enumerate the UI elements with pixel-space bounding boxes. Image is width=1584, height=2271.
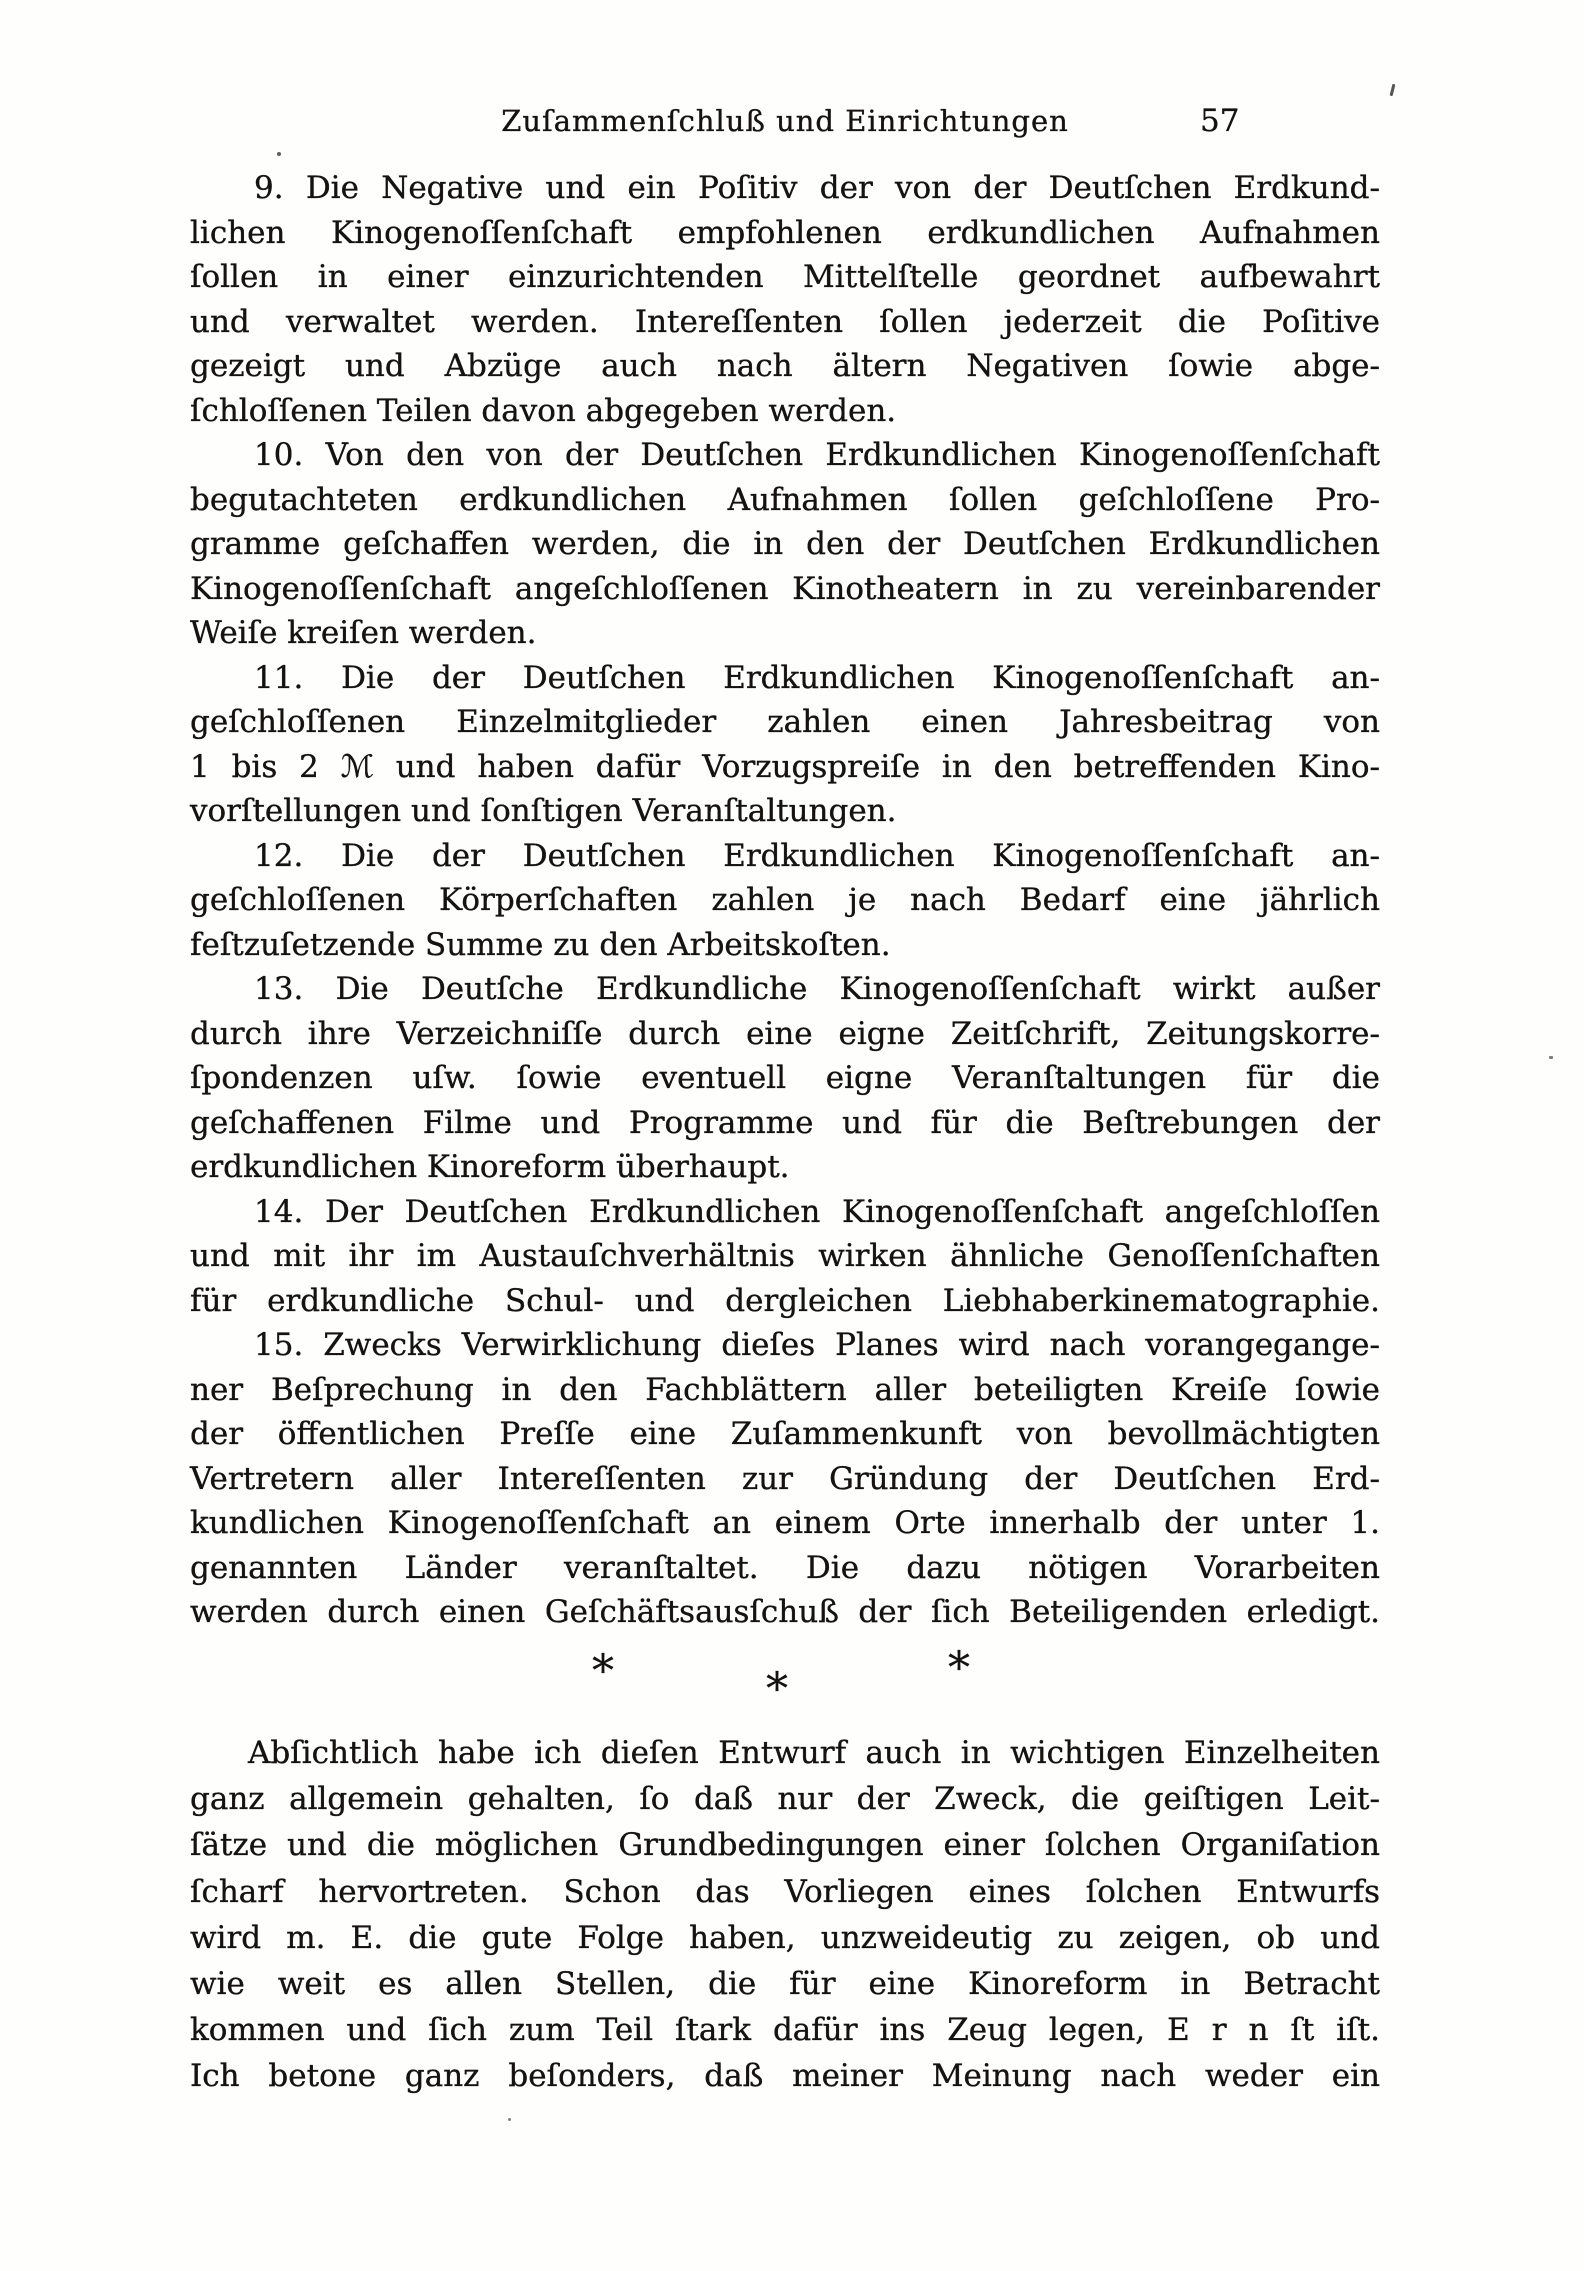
statute-paragraph-14 [190,1190,1380,1324]
statutes-text-block [190,166,1380,1635]
text-line: Vertretern aller Intereſſenten zur Gründung der Deutſchen Erd- [190,1460,1380,1497]
statute-paragraph-12 [190,834,1380,968]
text-line: ner Beſprechung in den Fachblättern aller beteiligten Kreiſe ſowie [190,1371,1380,1408]
text-line: genannten Länder veranſtaltet. Die dazu nötigen Vorarbeiten [190,1549,1380,1586]
text-line: 15. Zwecks Verwirklichung dieſes Planes wird nach vorangegange- [254,1327,1380,1363]
text-line: werden durch einen Geſchäftsausſchuß der ſich Beteiligenden erledigt. [190,1594,1380,1630]
text-line: Ich betone ganz beſonders, daß meiner Meinung nach weder ein [190,2058,1380,2095]
text-line: Kinogenoſſenſchaft angeſchloſſenen Kinotheatern in zu vereinbarender [190,570,1380,607]
text-line: geſchloſſenen Einzelmitglieder zahlen einen Jahresbeitrag von [190,704,1380,740]
text-line: ſcharf hervortreten. Schon das Vorliegen eines ſolchen Entwurfs [190,1873,1380,1910]
text-line: Abſichtlich habe ich dieſen Entwurf auch in wichtigen Einzelheiten [248,1735,1380,1771]
text-line: ganz allgemein gehalten, ſo daß nur der Zweck, die geiſtigen Leit- [190,1781,1380,1818]
text-line: gramme geſchaffen werden, die in den der Deutſchen Erdkundlichen [190,526,1380,562]
text-line: 1 bis 2 ℳ und haben dafür Vorzugspreiſe in den betreffenden Kino- [190,748,1380,785]
scan-speck [1390,84,1396,96]
statute-paragraph-10 [190,433,1380,656]
text-line: lichen Kinogenoſſenſchaft empfohlenen erdkundlichen Aufnahmen [190,214,1380,251]
star-glyph: * [948,1643,970,1694]
star-glyph: * [766,1664,788,1715]
text-line: 11. Die der Deutſchen Erdkundlichen Kinogenoſſenſchaft an- [254,659,1380,696]
text-line: begutachteten erdkundlichen Aufnahmen ſollen geſchloſſene Pro- [190,481,1380,518]
text-line: für erdkundliche Schul- und dergleichen Liebhaberkinematographie. [190,1282,1380,1319]
running-header [190,100,1380,146]
star-glyph: * [592,1646,614,1697]
text-line: erdkundlichen Kinoreform überhaupt. [190,1149,790,1185]
text-line: und verwaltet werden. Intereſſenten ſollen jederzeit die Poſitive [190,303,1380,340]
text-line: feſtzuſetzende Summe zu den Arbeitskoſten. [190,926,891,963]
scan-speck [1549,1056,1553,1059]
scan-speck [277,152,281,156]
text-line: ſpondenzen uſw. ſowie eventuell eigne Veranſtaltungen für die [190,1060,1380,1096]
text-line: geſchaffenen Filme und Programme und für die Beſtrebungen der [190,1104,1380,1141]
text-line: und mit ihr im Austauſchverhältnis wirken ähnliche Genoſſenſchaften [190,1238,1380,1274]
text-line: wie weit es allen Stellen, die für eine Kinoreform in Betracht [190,1965,1380,2002]
text-line: geſchloſſenen Körperſchaften zahlen je nach Bedarf eine jährlich [190,882,1380,918]
text-line: ſätze und die möglichen Grundbedingungen einer ſolchen Organiſation [190,1827,1380,1864]
statute-paragraph-15 [190,1323,1380,1635]
text-line: 13. Die Deutſche Erdkundliche Kinogenoſſenſchaft wirkt außer [254,971,1380,1007]
text-line: 9. Die Negative und ein Poſitiv der von der Deutſchen Erdkund- [254,170,1380,206]
text-line: ſollen in einer einzurichtenden Mittelſtelle geordnet aufbewahrt [190,259,1380,295]
page-number: 57 [1200,103,1240,139]
text-line: wird m. E. die gute Folge haben, unzweideutig zu zeigen, ob und [190,1919,1380,1956]
closing-paragraph [190,1730,1380,2100]
statute-paragraph-13 [190,967,1380,1190]
scan-speck [508,2118,511,2121]
text-line: durch ihre Verzeichniſſe durch eine eigne Zeitſchrift, Zeitungskorre- [190,1015,1380,1052]
text-line: vorſtellungen und ſonſtigen Veranſtaltungen. [190,793,897,829]
running-header-title: Zuſammenſchluß und Einrichtungen [501,104,1069,138]
text-line: gezeigt und Abzüge auch nach ältern Negativen ſowie abge- [190,348,1380,384]
text-line: kundlichen Kinogenoſſenſchaft an einem Orte innerhalb der unter 1. [190,1505,1380,1541]
text-line: Weiſe kreiſen werden. [190,615,537,651]
text-line: kommen und ſich zum Teil ſtark dafür ins Zeug legen, E r n ſt iſt. [190,2012,1380,2049]
text-line: 10. Von den von der Deutſchen Erdkundlichen Kinogenoſſenſchaft [254,437,1380,473]
statute-paragraph-9 [190,166,1380,433]
text-line: ſchloſſenen Teilen davon abgegeben werden. [190,392,897,429]
text-line: 14. Der Deutſchen Erdkundlichen Kinogenoſſenſchaft angeſchloſſen [254,1193,1380,1230]
text-line: 12. Die der Deutſchen Erdkundlichen Kinogenoſſenſchaft an- [254,837,1380,874]
text-line: der öffentlichen Preſſe eine Zuſammenkunft von bevollmächtigten [190,1416,1380,1452]
statute-paragraph-11 [190,656,1380,834]
